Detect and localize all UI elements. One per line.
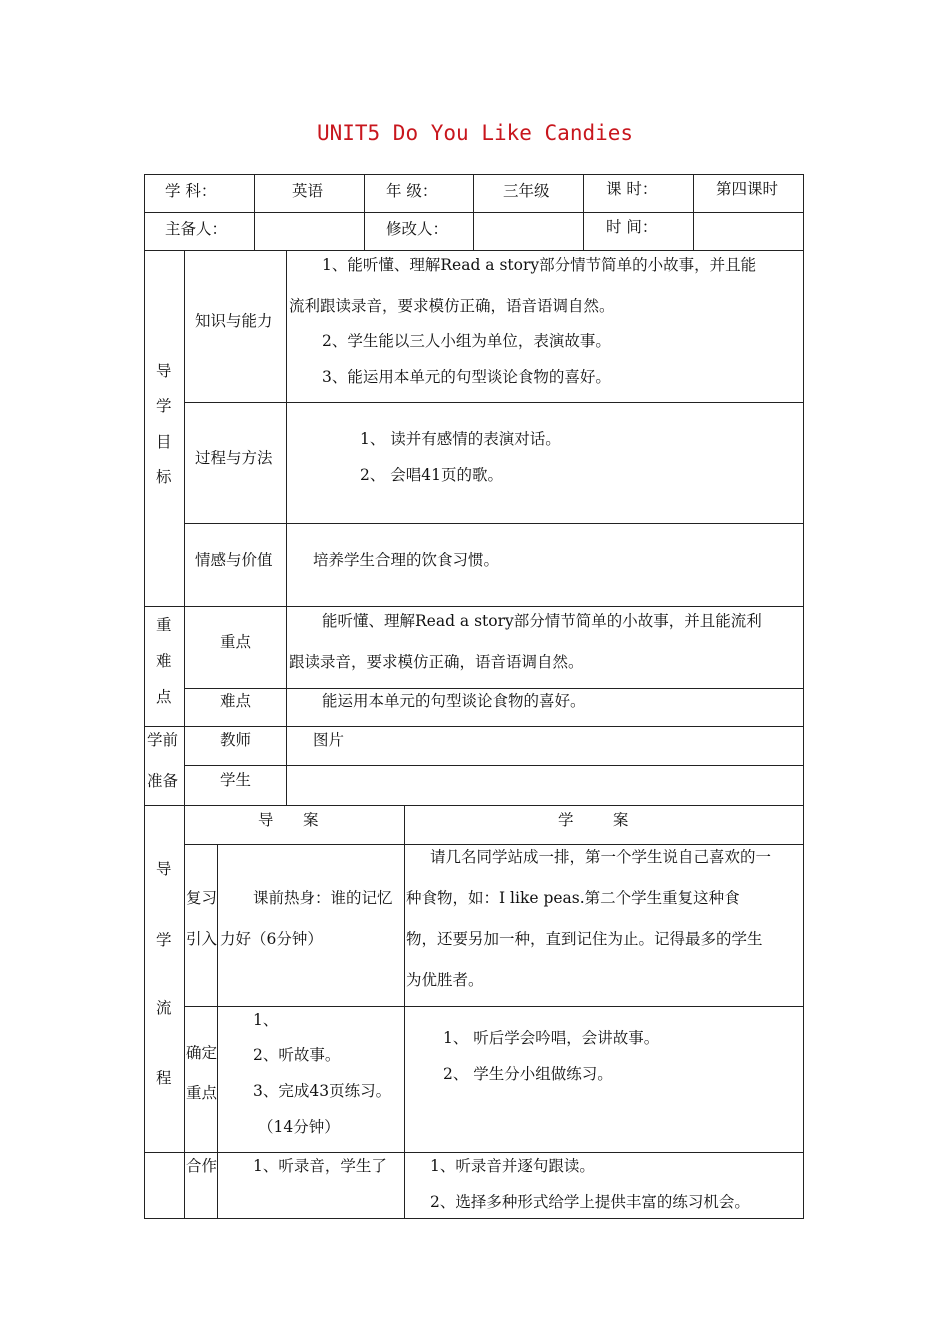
study-header: 学 案 (558, 811, 629, 829)
reviser-label: 修改人： (386, 220, 449, 238)
guide-header: 导 案 (258, 811, 319, 829)
period-label: 课 时： (606, 180, 658, 198)
grade-value: 三年级 (503, 182, 550, 200)
student-label: 学生 (220, 771, 252, 789)
difficult-content: 能运用本单元的句型谈论食物的喜好。 (322, 692, 586, 710)
guide-text: 1、听录音，学生了 (253, 1157, 387, 1175)
guide-text: 3、完成43页练习。 (253, 1082, 392, 1100)
study-text: 为优胜者。 (406, 971, 484, 989)
guide-text: 课前热身：谁的记忆 (253, 889, 393, 907)
stage-label: 确定 (186, 1044, 218, 1062)
study-text: 请几名同学站成一排，第一个学生说自己喜欢的一 (430, 848, 772, 866)
preparer-label: 主备人： (165, 220, 228, 238)
study-text: 种食物，如：I like peas.第二个学生重复这种食 (406, 889, 740, 907)
stage-label: 重点 (186, 1084, 218, 1102)
time-label: 时 间： (606, 218, 658, 236)
stage-label: 复习 (186, 889, 218, 907)
grade-label: 年 级： (386, 182, 438, 200)
teacher-value: 图片 (313, 731, 345, 749)
stage-label: 合作 (186, 1157, 218, 1175)
study-text: 2、 学生分小组做练习。 (443, 1065, 613, 1083)
period-value: 第四课时 (716, 180, 779, 198)
document-title: UNIT5 Do You Like Candies (316, 121, 634, 145)
guide-text: 1、 (253, 1011, 279, 1029)
emotion-content: 培养学生合理的饮食习惯。 (313, 551, 500, 569)
study-text: 2、选择多种形式给学上提供丰富的练习机会。 (430, 1193, 750, 1211)
subject-value: 英语 (292, 182, 324, 200)
stage-label: 引入 (186, 930, 218, 948)
guide-text: （14分钟） (258, 1118, 340, 1136)
study-text: 1、 听后学会吟唱，会讲故事。 (443, 1029, 660, 1047)
knowledge-label: 知识与能力 (195, 312, 273, 330)
emotion-label: 情感与价值 (195, 551, 273, 569)
study-text: 1、听录音并逐句跟读。 (430, 1157, 595, 1175)
teacher-label: 教师 (220, 731, 252, 749)
process-label: 过程与方法 (195, 449, 273, 467)
study-text: 物，还要另加一种，直到记住为止。记得最多的学生 (406, 930, 763, 948)
key-label: 重点 (220, 633, 252, 651)
guide-text: 力好（6分钟） (220, 930, 323, 948)
difficult-label: 难点 (220, 692, 252, 710)
subject-label: 学 科： (165, 182, 217, 200)
guide-text: 2、听故事。 (253, 1046, 341, 1064)
